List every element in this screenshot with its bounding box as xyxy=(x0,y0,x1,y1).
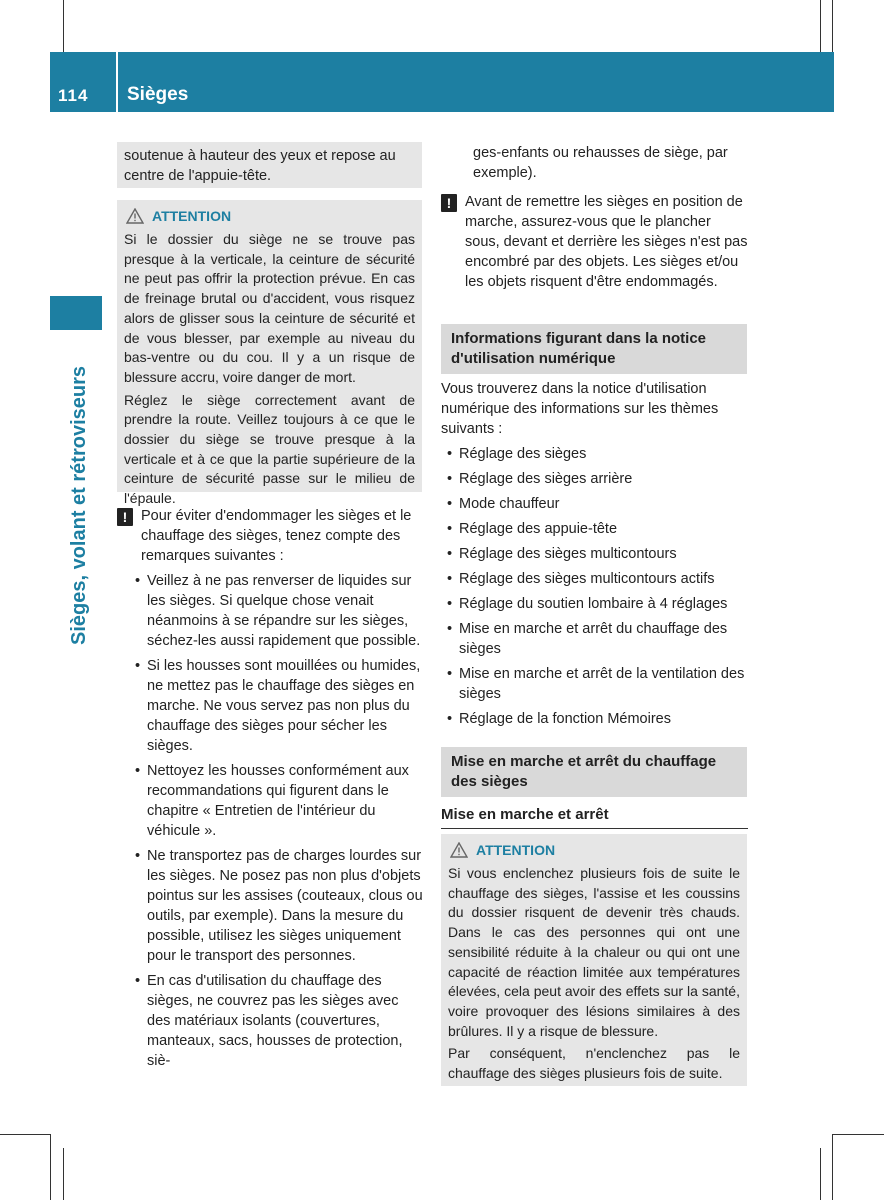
heating-heading: Mise en marche et arrêt du chauffage des sièges xyxy=(441,747,747,797)
list-item: • Nettoyez les housses conformément aux recommandations qui figurent dans le chapitre « Entretien de l'intérieur du véhicule ». xyxy=(135,761,423,841)
warning-box-left xyxy=(117,200,422,507)
continued-text xyxy=(473,143,748,183)
warning-paragraph: Si vous enclenchez plusieurs fois de suite le chauffage des sièges, l'assise et les coussins du dossier risquent de devenir très chauds. Dans le cas des personnes qui ont une sensibilité réduite à la chaleur ou qui ont une capacité de réaction limitée aux températures élevées, cela peut avoir des effets sur la santé, voire provoquer des lésions similaires à des brûlures. Il y a risque de blessure. xyxy=(448,865,740,1039)
list-item: • Réglage des sièges arrière xyxy=(447,469,748,489)
crop-mark xyxy=(832,1134,884,1135)
note xyxy=(441,192,748,292)
list-item: • Réglage de la fonction Mémoires xyxy=(447,709,748,729)
list-item: • Réglage des sièges xyxy=(447,444,748,464)
list-item: • Réglage des sièges multicontours actifs xyxy=(447,569,748,589)
list-item: • Ne transportez pas de charges lourdes sur les sièges. Ne posez pas non plus d'objets pointus sur les assises (couteaux, clous ou outils, par exemple). Dans la mesure du possible, utilisez les sièges uniquement pour le transport des personnes. xyxy=(135,846,423,966)
crop-mark xyxy=(820,1148,821,1200)
warning-title: ATTENTION xyxy=(152,208,232,224)
crop-mark xyxy=(63,1148,64,1200)
list-item: • Réglage des sièges multicontours xyxy=(447,544,748,564)
info-heading: Informations figurant dans la notice d'utilisation numérique xyxy=(441,324,747,374)
warning-header xyxy=(450,840,740,860)
warning-paragraph: Réglez le siège correctement avant de prendre la route. Veillez toujours à ce que le dossier du siège se trouve presque à la verticale et à ce que la partie supérieure de la ceinture de sécurité passe sur le milieu de l'épaule. xyxy=(124,391,415,507)
warning-box-right xyxy=(441,834,747,1086)
crop-mark xyxy=(832,1134,833,1200)
intro-box xyxy=(117,142,422,188)
warning-header xyxy=(126,206,415,226)
side-tab-marker xyxy=(50,296,102,330)
exclamation-icon: ! xyxy=(441,194,457,212)
list-item: • Veillez à ne pas renverser de liquides sur les sièges. Si quelque chose venait néanmoins à se répandre sur les sièges, séchez-les aussi rapidement que possible. xyxy=(135,571,423,651)
exclamation-icon: ! xyxy=(117,508,133,526)
warning-paragraph: Par conséquent, n'enclenchez pas le chauffage des sièges plusieurs fois de suite. xyxy=(448,1045,740,1082)
sub-heading: Mise en marche et arrêt xyxy=(441,805,748,829)
header-divider xyxy=(116,52,118,112)
warning-title: ATTENTION xyxy=(476,842,556,858)
note xyxy=(117,506,423,566)
list-item: • Mode chauffeur xyxy=(447,494,748,514)
note-text: Pour éviter d'endommager les sièges et le chauffage des sièges, tenez compte des remarques suivantes : xyxy=(141,508,412,564)
list-item: • Mise en marche et arrêt de la ventilation des sièges xyxy=(447,664,748,704)
crop-mark xyxy=(832,0,833,52)
list-item: • En cas d'utilisation du chauffage des sièges, ne couvrez pas les sièges avec des matériaux isolants (couvertures, manteaux, sacs, housses de protection, siè- xyxy=(135,971,423,1071)
info-section xyxy=(441,379,748,734)
crop-mark xyxy=(50,1134,51,1200)
warning-triangle-icon xyxy=(450,842,468,858)
continued-paragraph: ges-enfants ou rehausses de siège, par exemple). xyxy=(473,145,728,181)
note-text: Avant de remettre les sièges en position de marche, assurez-vous que le plancher sous, devant et derrière les sièges n'est pas encombré par des objets. Les sièges et/ou les objets risquent d'être endommagés. xyxy=(465,194,748,290)
page-number: 114 xyxy=(58,86,89,105)
care-list xyxy=(135,571,423,1071)
crop-mark xyxy=(0,1134,50,1135)
crop-mark xyxy=(63,0,64,52)
warning-paragraph: Si le dossier du siège ne se trouve pas presque à la verticale, la ceinture de sécurité ne peut pas offrir la protection prévue. En cas de freinage brutal ou d'accident, vous risquez alors de glisser sous la ceinture de sécurité et de vous blesser, par exemple au niveau du bas-ventre ou du cou. Il y a un risque de blessure accru, voire danger de mort. xyxy=(124,231,415,385)
info-intro: Vous trouverez dans la notice d'utilisation numérique des informations sur les thèmes suivants : xyxy=(441,381,719,437)
list-item: • Si les housses sont mouillées ou humides, ne mettez pas le chauffage des sièges en marche. Ne vous servez pas non plus du chauffage des sièges pour sécher les sièges. xyxy=(135,656,423,756)
position-note xyxy=(441,192,748,292)
list-item: • Réglage des appuie-tête xyxy=(447,519,748,539)
care-note xyxy=(117,506,423,1076)
info-list xyxy=(447,444,748,729)
list-item: • Réglage du soutien lombaire à 4 réglages xyxy=(447,594,748,614)
side-tab-label: Sièges, volant et rétroviseurs xyxy=(68,365,90,645)
warning-triangle-icon xyxy=(126,208,144,224)
section-title: Sièges xyxy=(127,84,189,105)
intro-text: soutenue à hauteur des yeux et repose au centre de l'appuie-tête. xyxy=(124,148,396,184)
list-item: • Mise en marche et arrêt du chauffage des sièges xyxy=(447,619,748,659)
crop-mark xyxy=(820,0,821,52)
